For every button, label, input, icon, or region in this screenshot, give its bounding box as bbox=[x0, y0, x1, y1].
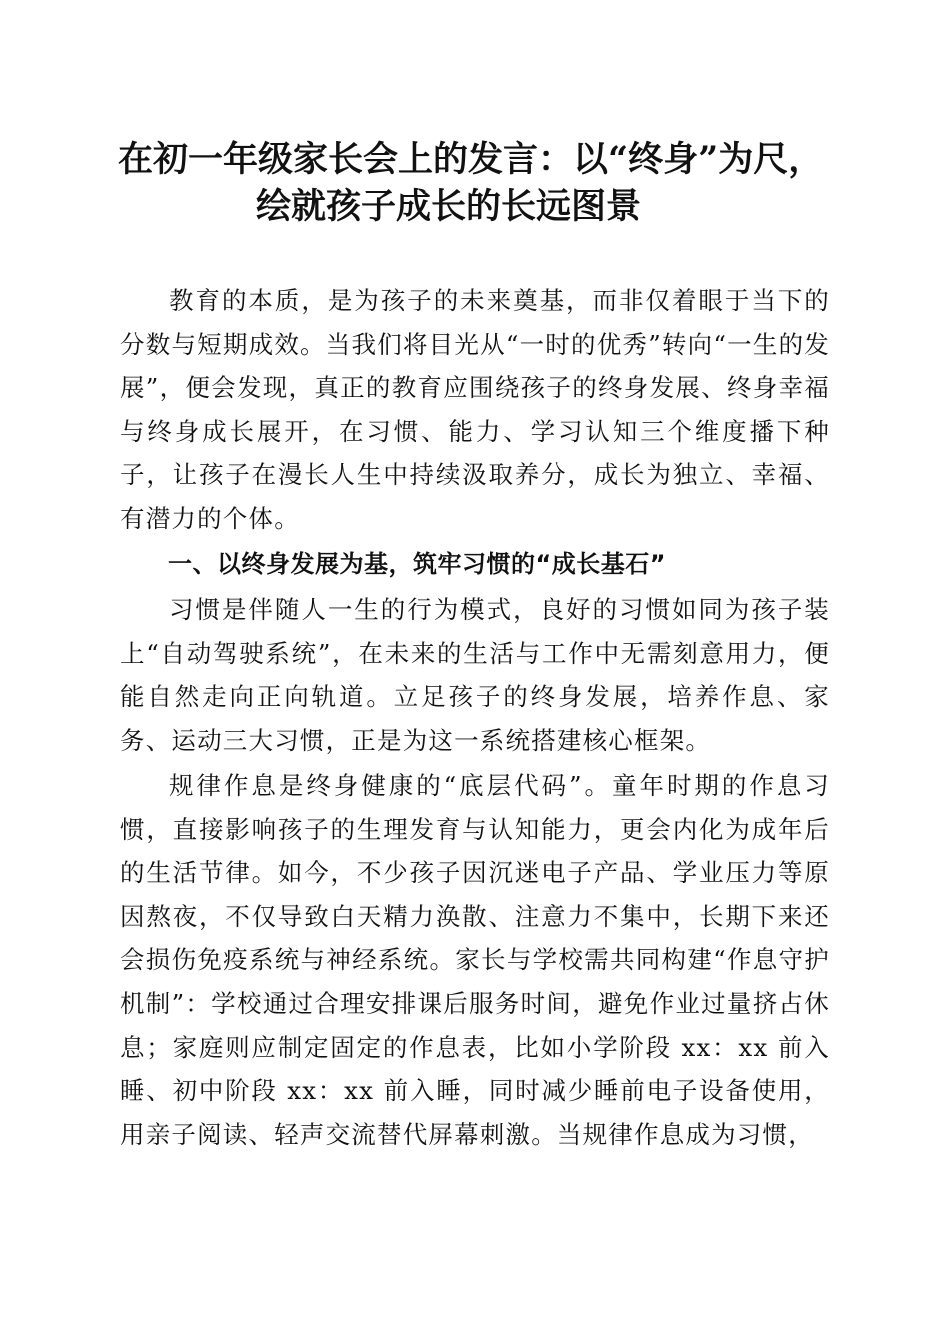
habit-paragraph: 习惯是伴随人一生的行为模式，良好的习惯如同为孩子装上“自动驾驶系统”，在未来的生活与工作中无需刻意用力，便能自然走向正向轨道。立足孩子的终身发展，培养作息、家务、运动三大习惯，正是为这一系统搭建核心框架。 bbox=[120, 595, 830, 755]
section-heading-1: 一、以终身发展为基，筑牢习惯的“成长基石” bbox=[168, 550, 667, 578]
intro-paragraph: 教育的本质，是为孩子的未来奠基，而非仅着眼于当下的分数与短期成效。当我们将目光从“一时的优秀”转向“一生的发展”，便会发现，真正的教育应围绕孩子的终身发展、终身幸福与终身成长展开，在习惯、能力、学习认知三个维度播下种子，让孩子在漫长人生中持续汲取养分，成长为独立、幸福、有潜力的个体。 bbox=[120, 286, 830, 533]
document-title-line-2: 绘就孩子成长的长远图景 bbox=[256, 186, 642, 227]
sleep-paragraph: 规律作息是终身健康的“底层代码”。童年时期的作息习惯，直接影响孩子的生理发育与认知能力，更会内化为成年后的生活节律。如今，不少孩子因沉迷电子产品、学业压力等原因熬夜，不仅导致白天精力涣散、注意力不集中，长期下来还会损伤免疫系统与神经系统。家长与学校需共同构建“作息守护机制”：学校通过合理安排课后服务时间，避免作业过量挤占休息；家庭则应制定固定的作息表，比如小学阶段 xx：xx 前入睡、初中阶段 xx：xx 前入睡，同时减少睡前电子设备使用，用亲子阅读、轻声交流替代屏幕刺激。当规律作息成为习惯， bbox=[120, 771, 830, 1149]
document-title-line-1: 在初一年级家长会上的发言：以“终身”为尺， bbox=[118, 139, 824, 180]
